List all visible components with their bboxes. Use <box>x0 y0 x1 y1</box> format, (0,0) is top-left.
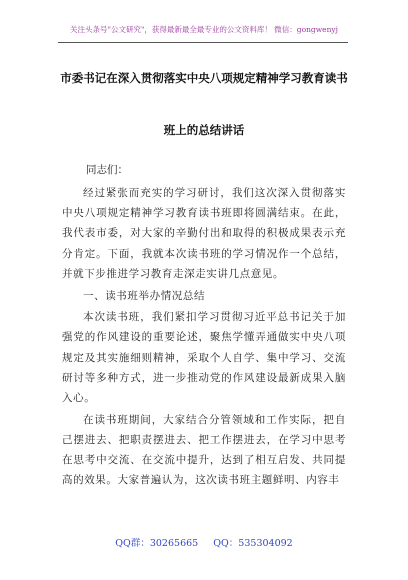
document-title-line-1: 市委书记在深入贯彻落实中央八项规定精神学习教育读书 <box>60 71 348 85</box>
paragraph-summary: 本次读书班，我们紧扣学习贯彻习近平总书记关于加强党的作风建设的重要论述，聚焦学懂弄通做实中央八项规定及其实施细则精神，采取个人自学、集中学习、交流研讨等多种方式，进一步推动党的作风建设最新成果入脑入心。 <box>62 311 346 405</box>
header-divider <box>58 42 348 43</box>
paragraph-reflection: 在读书班期间，大家结合分管领域和工作实际，把自己摆进去、把职责摆进去、把工作摆进去，在学习中思考在思考中交流、在交流中提升，达到了相互启发、共同提高的效果。大家普遍认为，这次读书班主题鲜明、内容丰 <box>62 413 346 487</box>
document-title-line-2: 班上的总结讲话 <box>163 123 245 137</box>
document-body <box>62 183 346 492</box>
section-heading: 一、读书班举办情况总结 <box>83 289 206 302</box>
salutation: 同志们： <box>86 164 128 176</box>
header-note: 关注头条号"公文研究"，获得最新最全最专业的公文资料库！ 微信：gongwenyj <box>70 25 338 34</box>
footer-qq: QQ：535304092 <box>213 538 293 549</box>
paragraph-intro: 经过紧张而充实的学习研讨，我们这次深入贯彻落实中央八项规定精神学习教育读书班即将圆满结束。在此，我代表市委，对大家的辛勤付出和取得的积极成果表示充分肯定。下面，我就本次读书班的学习情况作一个总结，并就下步推进学习教育走深走实讲几点意见。 <box>62 187 346 280</box>
footer-contact <box>0 535 408 549</box>
footer-qq-group: QQ群：30265665 <box>115 538 199 549</box>
